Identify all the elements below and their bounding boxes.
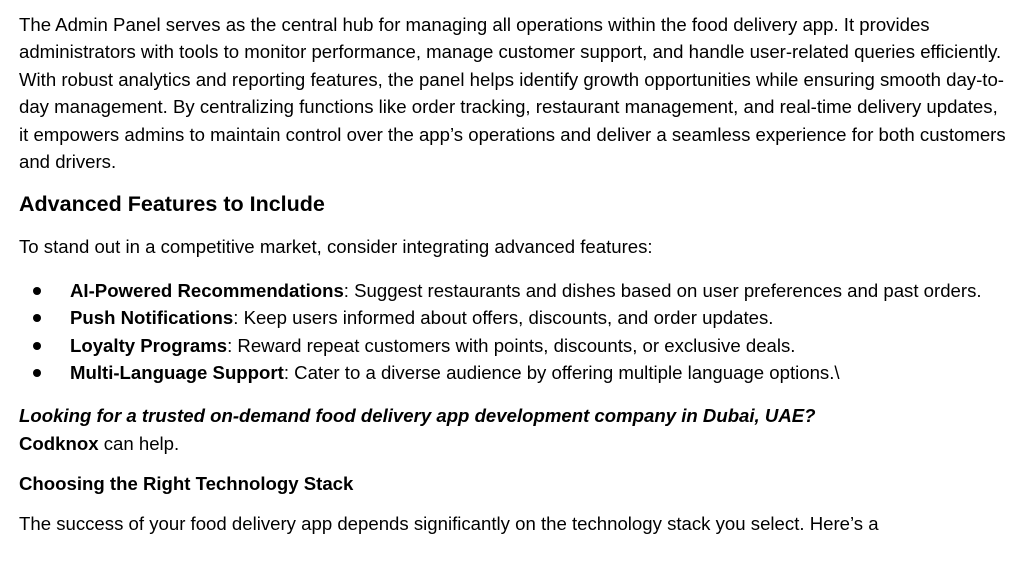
feature-description: : Keep users informed about offers, discounts, and order updates.: [233, 307, 774, 329]
feature-description: : Suggest restaurants and dishes based on user preferences and past orders.: [343, 279, 982, 301]
list-item: [19, 277, 1009, 304]
feature-name: Loyalty Programs: [70, 334, 228, 356]
advanced-features-heading: Advanced Features to Include: [19, 192, 325, 217]
advanced-features-lead: To stand out in a competitive market, consider integrating advanced features:: [19, 236, 653, 258]
tech-stack-heading: Choosing the Right Technology Stack: [19, 473, 354, 495]
tech-stack-paragraph: The success of your food delivery app depends significantly on the technology stack you select. Here’s a: [19, 512, 879, 534]
feature-description: : Reward repeat customers with points, discounts, or exclusive deals.: [227, 334, 796, 356]
feature-description: : Cater to a diverse audience by offering multiple language options.\: [283, 362, 840, 384]
feature-name: AI-Powered Recommendations: [70, 279, 344, 301]
intro-paragraph: The Admin Panel serves as the central hub for managing all operations within the food delivery app. It provides administrators with tools to monitor performance, manage customer support, and handle user-related queries efficiently. With robust analytics and reporting features, the panel helps identify growth opportunities while ensuring smooth day-to-day management. By centralizing functions like order tracking, restaurant management, and real-time delivery updates, it empowers admins to maintain control over the app’s operations and deliver a seamless experience for both customers and drivers.: [19, 14, 1006, 173]
list-item: [19, 332, 1009, 359]
list-item: [19, 304, 1009, 331]
list-item: [19, 359, 1009, 386]
cta-question: Looking for a trusted on-demand food delivery app development company in Dubai, UAE?: [19, 405, 816, 427]
feature-name: Push Notifications: [70, 307, 234, 329]
cta-block: [19, 402, 1009, 457]
document-body: [19, 11, 1009, 537]
cta-suffix: can help.: [98, 432, 180, 454]
feature-list: [19, 277, 1009, 387]
company-name: Codknox: [19, 432, 99, 454]
feature-name: Multi-Language Support: [70, 362, 284, 384]
